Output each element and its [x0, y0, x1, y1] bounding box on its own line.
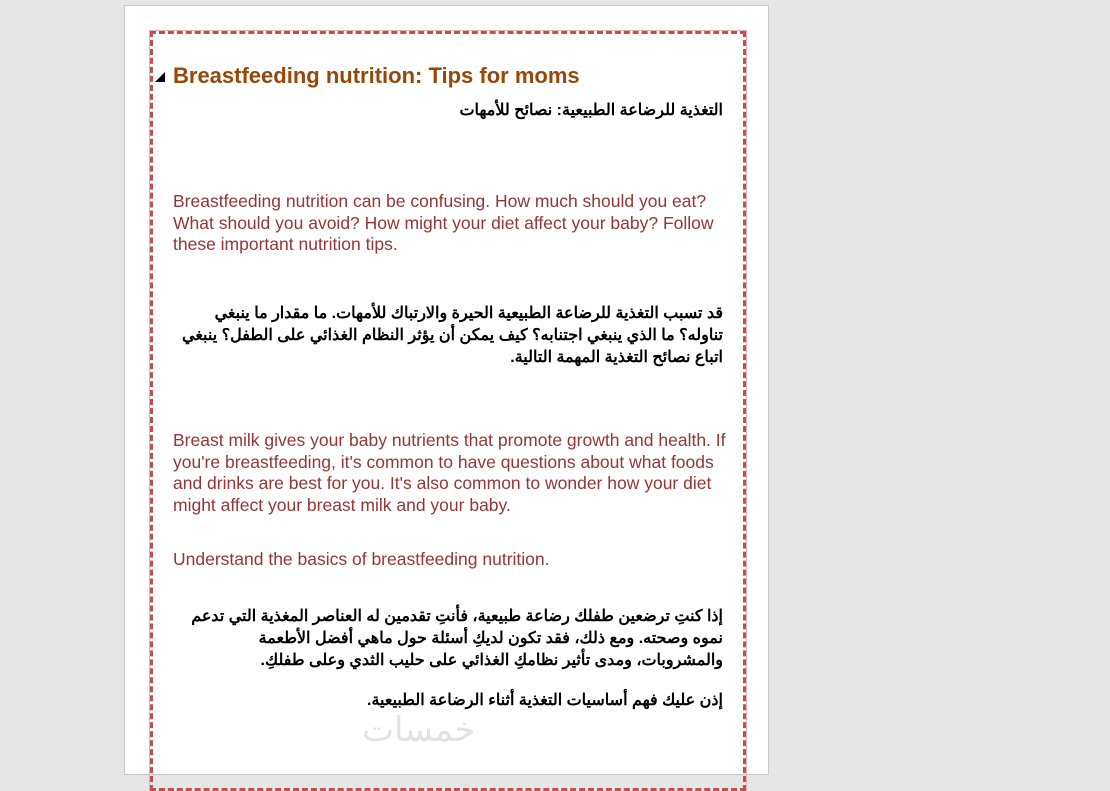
paragraph-1-english: Breastfeeding nutrition can be confusing. How much should you eat? What should you avoid? How might your diet affect your baby? Follow these important nutrition tips. — [173, 191, 714, 255]
paragraph-2-arabic: إذا كنتِ ترضعين طفلك رضاعة طبيعية، فأنتِ تقدمين له العناصر المغذية التي تدعم نموه وصحته. ومع ذلك، فقد تكون لديكِ أسئلة حول ماهي أفضل الأطعمة والمشروبات، ومدى تأثير نظامكِ الغذائي على حليب الثدي وعلى طفلكِ. — [191, 608, 723, 669]
paragraph-3-arabic: إذن عليك فهم أساسيات التغذية أثناء الرضاعة الطبيعية. — [367, 692, 723, 709]
paragraph-1-arabic: قد تسبب التغذية للرضاعة الطبيعية الحيرة والارتباك للأمهات. ما مقدار ما ينبغي تناوله؟ ما الذي ينبغي اجتنابه؟ كيف يمكن أن يؤثر النظام الغذائي على الطفل؟ ينبغي اتباع نصائح التغذية المهمة التالية. — [182, 305, 723, 366]
heading-title-arabic: التغذية للرضاعة الطبيعية: نصائح للأمهات — [459, 102, 723, 119]
paragraph-3-english: Understand the basics of breastfeeding nutrition. — [173, 549, 550, 569]
collapse-triangle-icon[interactable] — [155, 72, 165, 82]
page-border — [150, 31, 746, 791]
watermark: خمسات — [362, 711, 476, 749]
heading-title: Breastfeeding nutrition: Tips for moms — [173, 63, 580, 88]
document-page — [124, 5, 769, 775]
paragraph-2-english: Breast milk gives your baby nutrients that promote growth and health. If you're breastfeeding, it's common to have questions about what foods and drinks are best for you. It's also common to wonder how your diet might affect your breast milk and your baby. — [173, 430, 726, 516]
